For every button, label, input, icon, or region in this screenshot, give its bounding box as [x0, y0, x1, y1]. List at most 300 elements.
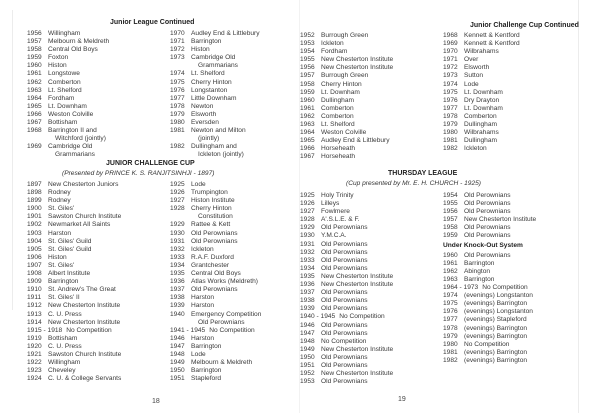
- list-item: [300, 232, 393, 240]
- year: 1926: [300, 200, 315, 208]
- year: 1964: [27, 94, 42, 102]
- winner-name: Emergency Competition: [191, 310, 262, 318]
- year: 1898: [27, 189, 42, 197]
- winner-name: Sawston Church Institute: [48, 213, 122, 221]
- list-item: [300, 241, 393, 249]
- list-item: [170, 262, 261, 270]
- year: 1971: [443, 56, 458, 64]
- winner-name: Trumpington: [191, 189, 228, 197]
- year: 1934: [170, 261, 185, 269]
- winner-name-continued: Constitution: [198, 213, 233, 221]
- list-item: [27, 181, 121, 189]
- list-item: [443, 252, 536, 260]
- winner-name: Albert Institute: [48, 270, 91, 278]
- winner-name: Lilleys: [321, 200, 340, 208]
- list-item: [27, 197, 121, 205]
- year: 1954: [443, 192, 458, 199]
- junior-challenge-cup-col2: [170, 181, 261, 383]
- list-item: [300, 305, 393, 313]
- year: 1978: [443, 112, 458, 120]
- year: 1981: [443, 137, 458, 145]
- winner-name: Foxton: [48, 54, 69, 62]
- list-item: [300, 81, 393, 89]
- year: 1901: [27, 213, 42, 221]
- year: 1957: [300, 72, 315, 80]
- list-item: [443, 32, 520, 40]
- winner-name: Cherry Hinton: [191, 205, 232, 213]
- winner-name: Old Perownians: [321, 264, 368, 272]
- list-item: [170, 221, 261, 229]
- winner-name: New Chesterton Institute: [321, 281, 394, 289]
- year: 1946: [170, 334, 185, 342]
- list-item: [300, 289, 393, 297]
- year: 1950: [170, 367, 185, 375]
- year: 1979: [443, 121, 458, 129]
- year: 1968: [443, 32, 458, 39]
- list-item: [443, 72, 520, 80]
- winner-name: New Chesterton Institute: [321, 345, 394, 353]
- winner-name: Wilbrahams: [464, 48, 499, 56]
- winner-name: Longstanton: [191, 86, 228, 94]
- year: 1897: [27, 181, 42, 188]
- list-item: [170, 143, 260, 151]
- winner-name: (evenings) Barrington: [464, 324, 528, 332]
- winner-name: St. Andrew's The Great: [48, 286, 116, 294]
- list-item: [443, 260, 536, 268]
- winner-name: (evenings) Stapleford: [464, 316, 527, 324]
- list-item: [170, 189, 261, 197]
- year: 1960: [443, 251, 458, 259]
- winner-name: Melbourn & Meldreth: [191, 359, 253, 367]
- year: 1927: [300, 208, 315, 216]
- winner-name: Burrough Green: [321, 72, 369, 80]
- winner-name: Ickleton: [191, 245, 214, 253]
- list-item: [443, 341, 536, 349]
- year: 1978: [443, 324, 458, 332]
- winner-name: Barrington: [464, 259, 495, 267]
- year: 1963: [300, 121, 315, 129]
- year: 1962: [443, 267, 458, 275]
- junior-league-col2: [170, 30, 260, 160]
- list-item: [300, 113, 393, 121]
- list-item: [443, 48, 520, 56]
- winner-name: Kennett & Kentford: [464, 40, 520, 48]
- winner-name: Comberton: [48, 78, 81, 86]
- list-item: [170, 127, 260, 135]
- year: 1970: [170, 30, 185, 37]
- year: 1940 - 1945: [300, 313, 336, 321]
- winner-name: Dullingham and: [191, 143, 237, 151]
- list-item: [443, 349, 536, 357]
- winner-name: New Chesterton Institute: [464, 216, 537, 224]
- year: 1962: [300, 112, 315, 120]
- page-number: 19: [398, 396, 406, 403]
- list-item: [27, 335, 121, 343]
- list-item: [300, 281, 393, 289]
- winner-name: Burrough Green: [321, 32, 369, 39]
- winner-name: Cambridge Old: [191, 54, 236, 62]
- year: 1930: [170, 229, 185, 237]
- year: 1977: [443, 104, 458, 112]
- list-item: [300, 249, 393, 257]
- list-item: [300, 224, 393, 232]
- year: 1982: [443, 356, 458, 364]
- year: 1980: [170, 119, 185, 127]
- year: 1930: [300, 232, 315, 240]
- thursday-league-knockout-list: [443, 252, 536, 365]
- year: 1909: [27, 278, 42, 286]
- list-item: [27, 143, 109, 151]
- list-item: [300, 322, 393, 330]
- year: 1903: [27, 229, 42, 237]
- winner-name: Old Perownians: [321, 248, 368, 256]
- winner-name: Comberton: [464, 112, 497, 120]
- year: 1919: [27, 334, 42, 342]
- list-item: [443, 316, 536, 324]
- list-item: [170, 254, 261, 262]
- year: 1972: [170, 46, 185, 54]
- winner-name: No Competition: [482, 284, 528, 292]
- list-item: [170, 230, 261, 238]
- year: 1979: [170, 110, 185, 118]
- winner-name: Old Perownians: [321, 353, 368, 361]
- winner-name: Harston: [191, 294, 215, 302]
- winner-name: Elsworth: [464, 64, 490, 72]
- year: 1939: [170, 302, 185, 310]
- list-item: [300, 273, 393, 281]
- list-item: [443, 208, 536, 216]
- year: 1975: [170, 78, 185, 86]
- list-item: [443, 284, 536, 292]
- junior-challenge-cup-continued-col2: [443, 32, 520, 153]
- list-item: [170, 38, 260, 46]
- winner-name: Holy Trinity: [321, 192, 354, 199]
- year: 1951: [300, 361, 315, 369]
- list-item: [300, 129, 393, 137]
- list-item: [300, 72, 393, 80]
- list-item: [170, 54, 260, 62]
- list-item: [300, 56, 393, 64]
- list-item: [27, 254, 121, 262]
- year: 1929: [170, 221, 185, 229]
- list-item: [443, 232, 536, 240]
- winner-name: Fowlmere: [321, 208, 350, 216]
- winner-name: Bottisham: [48, 334, 78, 342]
- winner-name: Comberton: [321, 112, 354, 120]
- year: 1974: [443, 80, 458, 88]
- list-item: [443, 145, 520, 153]
- winner-name: Newton and Milton: [191, 127, 246, 135]
- year: 1949: [300, 345, 315, 353]
- winner-name: Lt. Shelford: [48, 86, 82, 94]
- junior-challenge-cup-continued-heading: Junior Challenge Cup Continued: [470, 22, 579, 29]
- winner-name: Fordham: [48, 94, 75, 102]
- junior-league-col1: [27, 30, 109, 160]
- year: 1980: [443, 129, 458, 137]
- winner-name: No Competition: [321, 337, 367, 345]
- list-item: [443, 137, 520, 145]
- winner-name: (evenings) Barrington: [464, 300, 528, 308]
- year: 1948: [300, 337, 315, 345]
- year: 1956: [443, 208, 458, 216]
- winner-name: Old Perownians: [464, 224, 511, 232]
- year: 1973: [170, 54, 185, 62]
- list-item: [27, 87, 109, 95]
- year: 1962: [27, 78, 42, 86]
- list-item: [170, 238, 261, 246]
- list-item: [443, 121, 520, 129]
- winner-name: Old Perownians: [321, 256, 368, 264]
- year: 1966: [27, 110, 42, 118]
- winner-name: Old Perownians: [321, 378, 368, 386]
- list-item: [170, 311, 261, 319]
- list-item: [300, 105, 393, 113]
- list-item: [300, 153, 393, 161]
- list-item: [443, 216, 536, 224]
- year: 1931: [300, 240, 315, 248]
- year: 1975: [443, 88, 458, 96]
- year: 1932: [300, 248, 315, 256]
- year: 1926: [170, 189, 185, 197]
- winner-name: Old Perownians: [321, 297, 368, 305]
- winner-name: St. Giles' II: [48, 294, 80, 302]
- list-item: [300, 200, 393, 208]
- list-item: [170, 327, 261, 335]
- year: 1949: [170, 359, 185, 367]
- winner-name: Cherry Hinton: [191, 78, 232, 86]
- year: 1965: [300, 137, 315, 145]
- year: 1935: [300, 272, 315, 280]
- winner-name: Rodney: [48, 197, 71, 205]
- list-item: [27, 205, 121, 213]
- list-item: [300, 297, 393, 305]
- year: 1937: [300, 289, 315, 297]
- year: 1935: [170, 270, 185, 278]
- winner-name: Central Old Boys: [48, 46, 98, 54]
- thursday-league-col2: [443, 192, 536, 365]
- list-item: [27, 311, 121, 319]
- year: 1934: [300, 264, 315, 272]
- winner-name: Abington: [464, 267, 491, 275]
- list-item: [170, 46, 260, 54]
- winner-name: Old Perownians: [464, 200, 511, 208]
- winner-name: Newmarket All Saints: [48, 221, 111, 229]
- winner-name: (evenings) Barrington: [464, 348, 528, 356]
- list-item: [300, 121, 393, 129]
- thursday-league-col1: [300, 192, 393, 386]
- year: 1951: [170, 375, 185, 383]
- list-item: [443, 300, 536, 308]
- year: 1961: [300, 104, 315, 112]
- winner-name: No Competition: [66, 326, 112, 334]
- year: 1980: [443, 340, 458, 348]
- year: 1955: [300, 56, 315, 64]
- year: 1960: [300, 96, 315, 104]
- year: 1961: [27, 70, 42, 78]
- winner-name: Old Perownians: [464, 208, 511, 216]
- winner-name: Harston: [191, 302, 215, 310]
- list-item: [27, 95, 109, 103]
- year: 1958: [27, 46, 42, 54]
- list-item: [300, 208, 393, 216]
- winner-name: Barrington: [48, 278, 79, 286]
- list-item: [170, 343, 261, 351]
- winner-name: Histon Institute: [191, 197, 235, 205]
- list-item: [27, 278, 121, 286]
- thursday-league-subheading: (Cup presented by Mr. E. H. CHURCH - 1925): [346, 180, 481, 187]
- winner-name: New Chesterton Institute: [48, 302, 121, 310]
- winner-name: Over: [464, 56, 479, 64]
- list-item: [170, 95, 260, 103]
- list-item: [443, 64, 520, 72]
- list-item: [27, 359, 121, 367]
- winner-name: Lt. Shelford: [321, 121, 355, 129]
- list-item: [170, 335, 261, 343]
- list-item: [443, 97, 520, 105]
- year: 1952: [300, 32, 315, 39]
- winner-name: Audley End & Littlebury: [191, 30, 260, 37]
- year: 1959: [443, 232, 458, 240]
- winner-name-continued: (jointly): [198, 135, 220, 143]
- list-item: [300, 137, 393, 145]
- winner-name: Old Perownians: [321, 305, 368, 313]
- winner-name: Lt. Shelford: [191, 70, 225, 78]
- list-item: [170, 375, 261, 383]
- list-item: [27, 30, 109, 38]
- winner-name: (evenings) Barrington: [464, 332, 528, 340]
- year: 1969: [443, 40, 458, 48]
- list-item: [27, 54, 109, 62]
- winner-name: New Chesterton Institute: [48, 318, 121, 326]
- winner-name: Ickleton: [321, 40, 344, 48]
- winner-name-continued: Old Perownians: [198, 318, 245, 326]
- year: 1928: [170, 205, 185, 213]
- winner-name: Horseheath: [321, 145, 356, 153]
- winner-name: Old Perownians: [321, 240, 368, 248]
- winner-name: Newton: [191, 102, 214, 110]
- year: 1977: [170, 94, 185, 102]
- year: 1904: [27, 237, 42, 245]
- list-item: [27, 302, 121, 310]
- year: 1967: [27, 119, 42, 127]
- year: 1922: [27, 359, 42, 367]
- year: 1976: [443, 96, 458, 104]
- winner-name: Lt. Downham: [464, 88, 503, 96]
- list-item: [300, 338, 393, 346]
- winner-name: Old Perownians: [191, 237, 238, 245]
- list-item: [27, 327, 121, 335]
- year: 1941 - 1945: [170, 326, 206, 334]
- winner-name: Comberton: [321, 104, 354, 112]
- year: 1940: [170, 310, 185, 318]
- year: 1936: [170, 278, 185, 286]
- junior-challenge-cup-continued-col1: [300, 32, 393, 162]
- list-item: [27, 119, 109, 127]
- winner-name: Old Perownians: [464, 192, 511, 199]
- list-item: [170, 270, 261, 278]
- list-item: [170, 367, 261, 375]
- year: 1914: [27, 318, 42, 326]
- year: 1929: [300, 224, 315, 232]
- list-item: [170, 30, 260, 38]
- knockout-system-subheading: Under Knock-Out System: [443, 241, 523, 249]
- winner-name: Old Perownians: [464, 251, 511, 259]
- winner-name: Dullingham: [464, 121, 497, 129]
- winner-name: Harston: [48, 229, 72, 237]
- list-item: [170, 351, 261, 359]
- year: 1966: [300, 145, 315, 153]
- winner-name-continued: Grammarians: [198, 62, 238, 70]
- list-item: [300, 40, 393, 48]
- list-item: [443, 224, 536, 232]
- year: 1975: [443, 300, 458, 308]
- list-item: [27, 70, 109, 78]
- year: 1928: [300, 216, 315, 224]
- winner-name: Barrington: [464, 275, 495, 283]
- list-item: [170, 103, 260, 111]
- list-item: [27, 230, 121, 238]
- year: 1956: [300, 64, 315, 72]
- winner-name: No Competition: [339, 313, 385, 321]
- list-item: [170, 278, 261, 286]
- list-item: [27, 189, 121, 197]
- list-item: [300, 145, 393, 153]
- year: 1969: [27, 143, 42, 151]
- year: 1933: [300, 256, 315, 264]
- winner-name: Ickleton: [464, 145, 487, 153]
- winner-name: Y.M.C.A.: [321, 232, 347, 240]
- year: 1957: [443, 216, 458, 224]
- list-item: [27, 351, 121, 359]
- year: 1971: [170, 38, 185, 46]
- winner-name: Old Perownians: [321, 329, 368, 337]
- winner-name: Histon: [191, 46, 210, 54]
- winner-name: Barrington II and: [48, 127, 97, 135]
- year: 1910: [27, 286, 42, 294]
- year: 1963: [443, 275, 458, 283]
- year: 1953: [300, 40, 315, 48]
- list-item: [27, 270, 121, 278]
- year: 1963: [27, 86, 42, 94]
- winner-name: Lt. Downham: [321, 88, 360, 96]
- winner-name: Weston Colville: [321, 129, 367, 137]
- list-item: [170, 294, 261, 302]
- year: 1939: [300, 305, 315, 313]
- winner-name: Cheveley: [48, 367, 76, 375]
- winner-name: Eversden: [191, 119, 219, 127]
- list-item: [170, 181, 261, 189]
- list-item: [170, 286, 261, 294]
- list-item: [27, 213, 121, 221]
- winner-name: Melbourn & Meldreth: [48, 38, 110, 46]
- list-item: [27, 246, 121, 254]
- winner-name: Atlas Works (Meldreth): [191, 278, 258, 286]
- year: 1974: [170, 70, 185, 78]
- winner-name: Old Perownians: [321, 361, 368, 369]
- year: 1923: [27, 367, 42, 375]
- year: 1925: [300, 192, 315, 199]
- winner-name: Lode: [191, 181, 206, 188]
- winner-name: Elsworth: [191, 110, 217, 118]
- winner-name: No Competition: [464, 340, 510, 348]
- winner-name: Old Perownians: [321, 224, 368, 232]
- winner-name: Old Perownians: [321, 289, 368, 297]
- year: 1933: [170, 253, 185, 261]
- list-item: [170, 197, 261, 205]
- list-item: [300, 362, 393, 370]
- list-item: [300, 354, 393, 362]
- list-item: [27, 127, 109, 135]
